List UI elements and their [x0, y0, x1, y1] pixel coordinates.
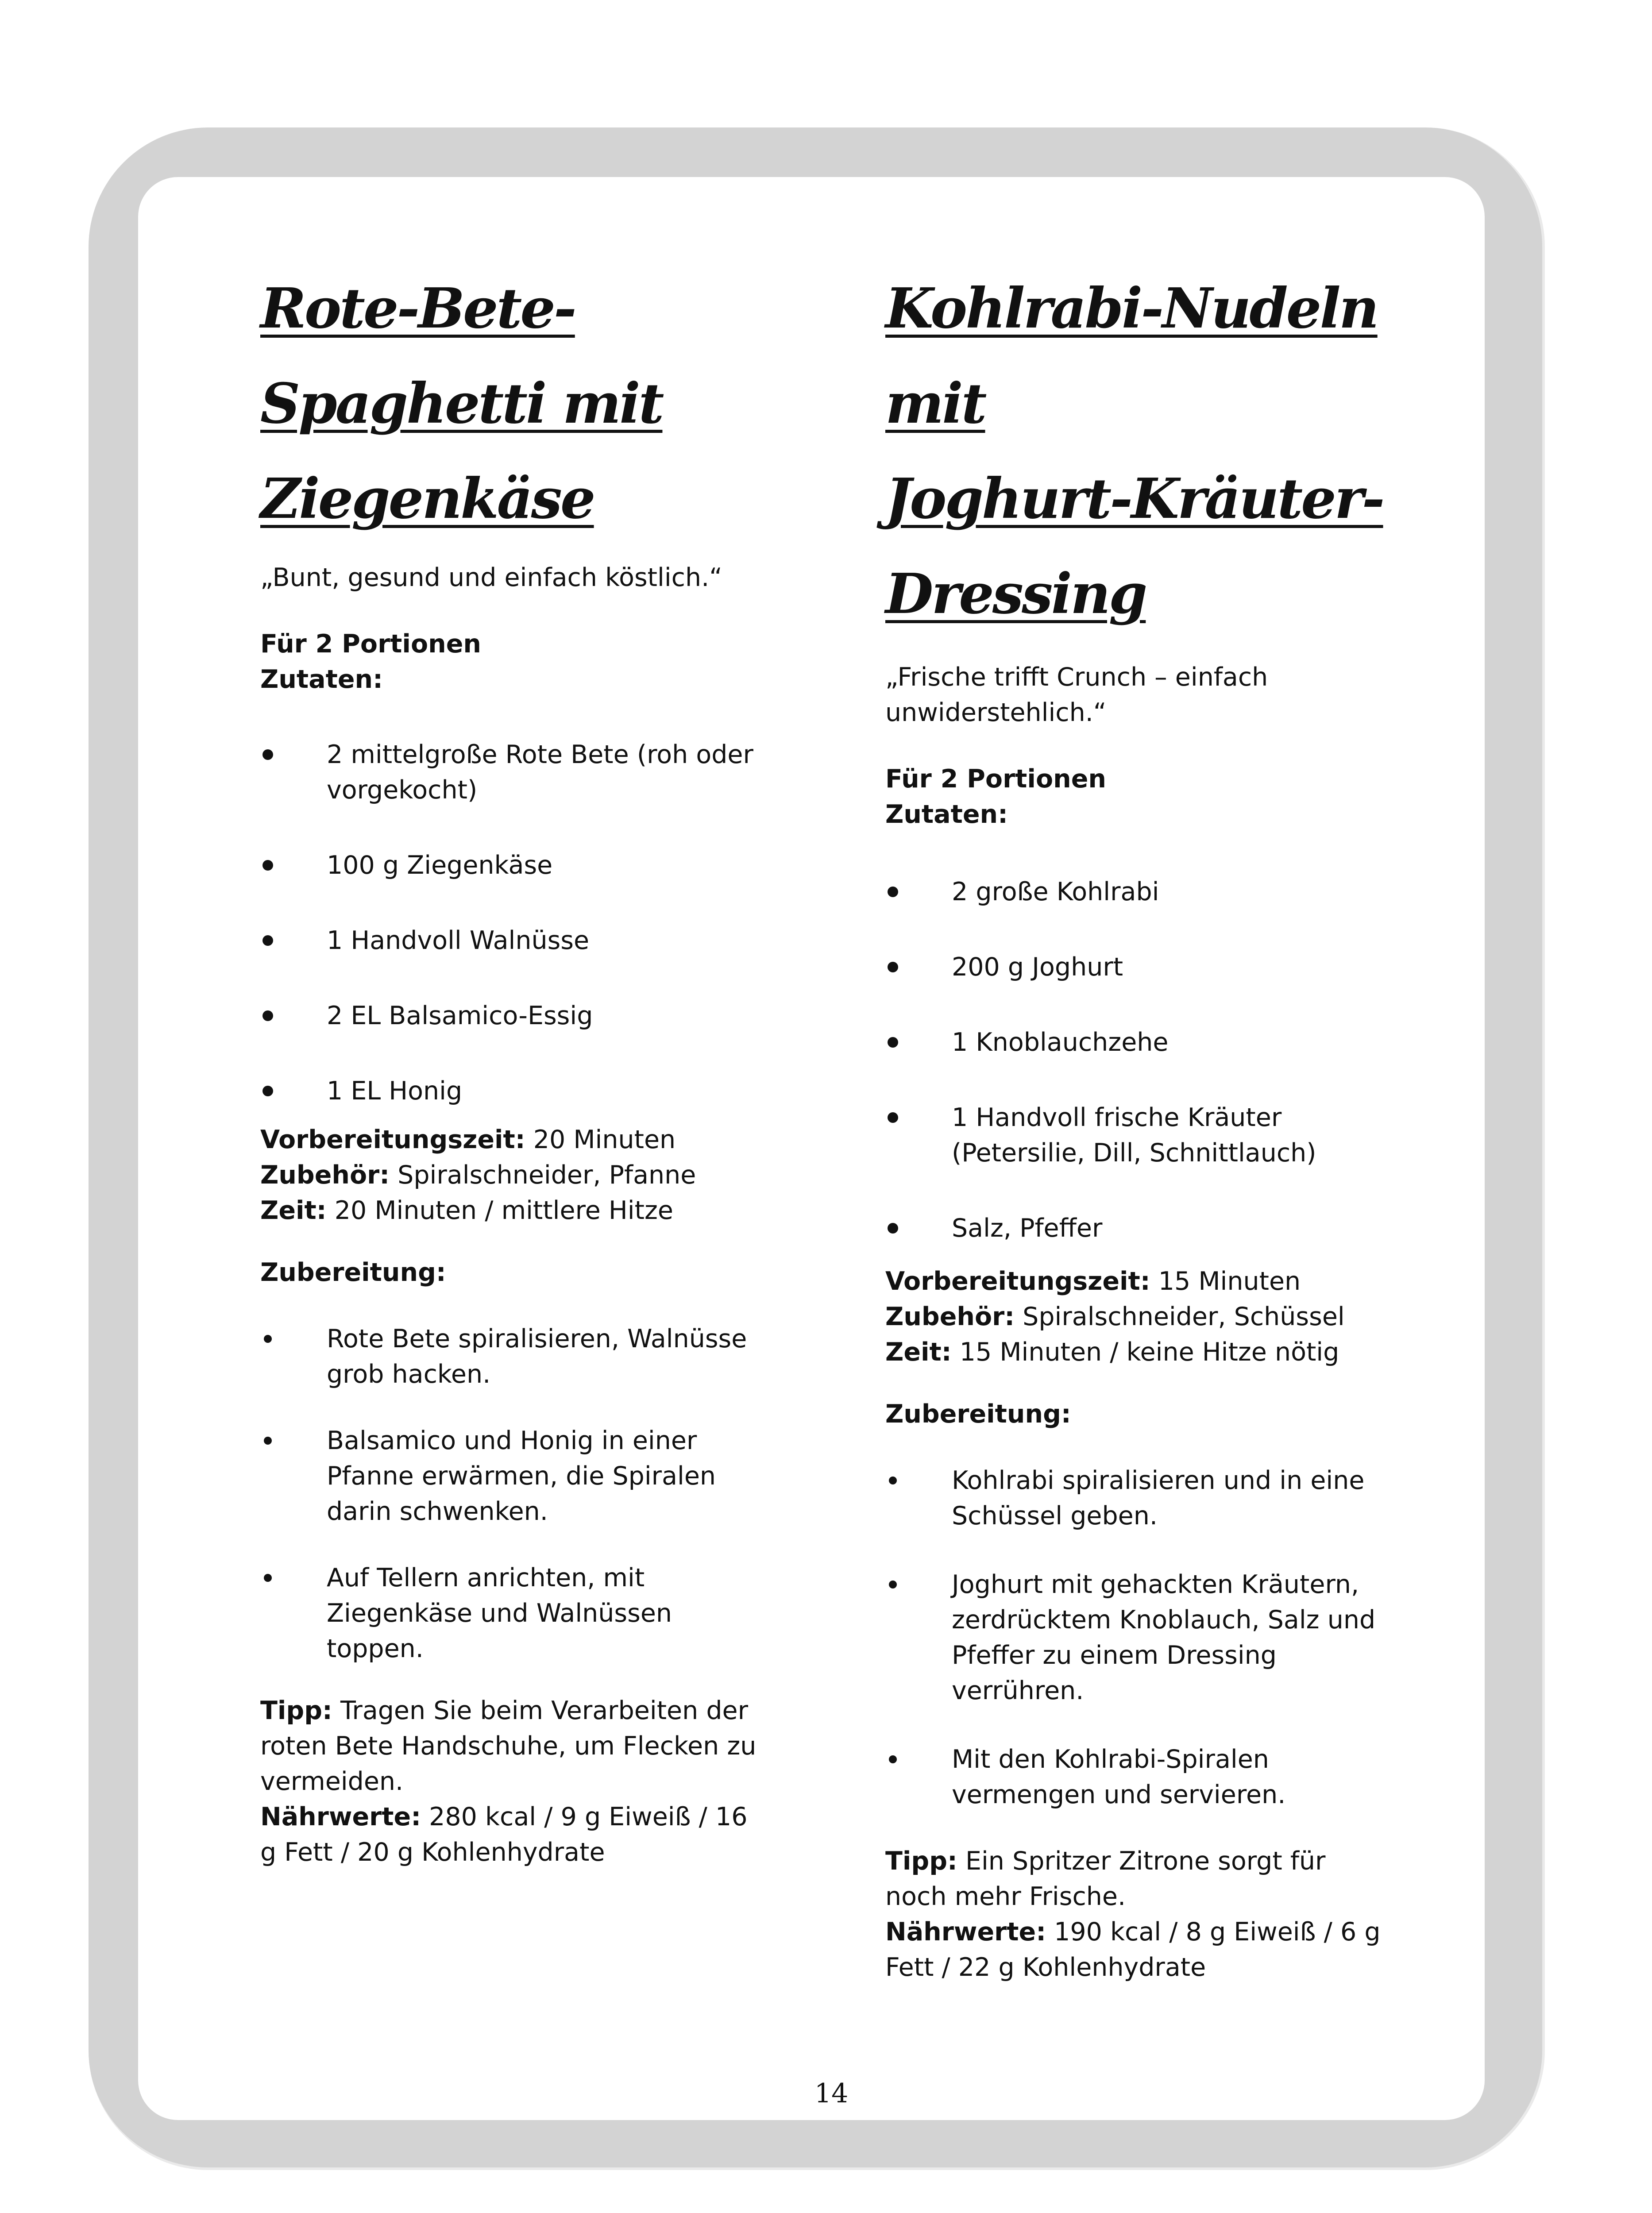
prep-time: Vorbereitungszeit: 15 Minuten: [885, 1267, 1301, 1296]
recipe-quote: „Bunt, gesund und einfach köstlich.“: [260, 563, 722, 592]
step-item: Balsamico und Honig in einer Pfanne erwärmen, die Spiralen darin schwenken.: [260, 1423, 769, 1529]
recipe-left: [260, 261, 769, 1870]
ingredient-item: 2 EL Balsamico-Essig: [260, 998, 769, 1033]
recipe-title: [885, 261, 1394, 642]
ingredients-list: [885, 874, 1394, 1246]
step-item: Joghurt mit gehackten Kräutern, zerdrücktem Knoblauch, Salz und Pfeffer zu einem Dressing verrühren.: [885, 1567, 1394, 1708]
nutrition: Nährwerte: 190 kcal / 8 g Eiweiß / 6 g Fett / 22 g Kohlenhydrate: [885, 1917, 1381, 1982]
ingredients-heading: Zutaten:: [260, 665, 383, 694]
equipment: Zubehör: Spiralschneider, Pfanne: [260, 1160, 696, 1190]
recipe-right: [885, 261, 1394, 1985]
recipe-title-line-2: Joghurt-Kräuter-: [885, 467, 1383, 531]
recipe-meta: [260, 1122, 769, 1228]
bullet-icon: [888, 1112, 898, 1123]
cook-time: Zeit: 20 Minuten / mittlere Hitze: [260, 1196, 673, 1225]
ingredient-item: 200 g Joghurt: [885, 949, 1394, 985]
bullet-icon: [888, 1037, 898, 1048]
preparation-heading: Zubereitung:: [260, 1258, 446, 1287]
ingredients-heading: Zutaten:: [885, 800, 1008, 829]
step-item: Mit den Kohlrabi-Spiralen vermengen und servieren.: [885, 1742, 1394, 1812]
bullet-icon: [264, 1335, 272, 1343]
ingredient-item: 1 Handvoll Walnüsse: [260, 923, 769, 958]
bullet-icon: [262, 860, 273, 871]
recipe-title-line-1: Rote-Bete-Spaghetti mit: [260, 276, 663, 436]
step-item: Auf Tellern anrichten, mit Ziegenkäse und Walnüssen toppen.: [260, 1560, 769, 1666]
recipe-title: [260, 261, 769, 547]
recipe-title-line-3: Dressing: [885, 562, 1146, 626]
bullet-icon: [889, 1477, 897, 1484]
bullet-icon: [264, 1437, 272, 1445]
bullet-icon: [888, 887, 898, 897]
prep-time: Vorbereitungszeit: 20 Minuten: [260, 1125, 676, 1154]
recipe-title-line-1: Kohlrabi-Nudeln mit: [885, 276, 1378, 436]
bullet-icon: [889, 1755, 897, 1763]
steps-list: [885, 1463, 1394, 1812]
nutrition: Nährwerte: 280 kcal / 9 g Eiweiß / 16 g Fett / 20 g Kohlenhydrate: [260, 1802, 748, 1867]
step-item: Kohlrabi spiralisieren und in eine Schüssel geben.: [885, 1463, 1394, 1534]
preparation-heading: Zubereitung:: [885, 1400, 1071, 1429]
bullet-icon: [264, 1574, 272, 1582]
equipment: Zubehör: Spiralschneider, Schüssel: [885, 1302, 1345, 1331]
tip: Tipp: Ein Spritzer Zitrone sorgt für noch mehr Frische.: [885, 1847, 1326, 1911]
recipe-title-line-2: Ziegenkäse: [260, 467, 594, 531]
bullet-icon: [262, 1086, 273, 1096]
ingredient-item: 1 Handvoll frische Kräuter (Petersilie, Dill, Schnittlauch): [885, 1100, 1394, 1171]
steps-list: [260, 1321, 769, 1666]
ingredient-item: 100 g Ziegenkäse: [260, 848, 769, 883]
cook-time: Zeit: 15 Minuten / keine Hitze nötig: [885, 1338, 1339, 1367]
bullet-icon: [888, 962, 898, 972]
portions: Für 2 Portionen: [260, 629, 481, 659]
bullet-icon: [888, 1223, 898, 1234]
ingredients-list: [260, 737, 769, 1109]
step-item: Rote Bete spiralisieren, Walnüsse grob hacken.: [260, 1321, 769, 1392]
ingredient-item: 1 Knoblauchzehe: [885, 1025, 1394, 1060]
tip: Tipp: Tragen Sie beim Verarbeiten der roten Bete Handschuhe, um Flecken zu vermeiden.: [260, 1696, 757, 1796]
bullet-icon: [262, 1010, 273, 1021]
bullet-icon: [262, 749, 273, 760]
ingredient-item: 2 mittelgroße Rote Bete (roh oder vorgekocht): [260, 737, 769, 808]
bullet-icon: [262, 935, 273, 946]
bullet-icon: [889, 1581, 897, 1588]
page-number: 14: [814, 2078, 849, 2109]
recipe-quote: „Frische trifft Crunch – einfach unwiderstehlich.“: [885, 663, 1268, 727]
recipe-meta: [885, 1264, 1394, 1370]
ingredient-item: Salz, Pfeffer: [885, 1211, 1394, 1246]
ingredient-item: 2 große Kohlrabi: [885, 874, 1394, 910]
ingredient-item: 1 EL Honig: [260, 1073, 769, 1109]
portions: Für 2 Portionen: [885, 764, 1106, 794]
